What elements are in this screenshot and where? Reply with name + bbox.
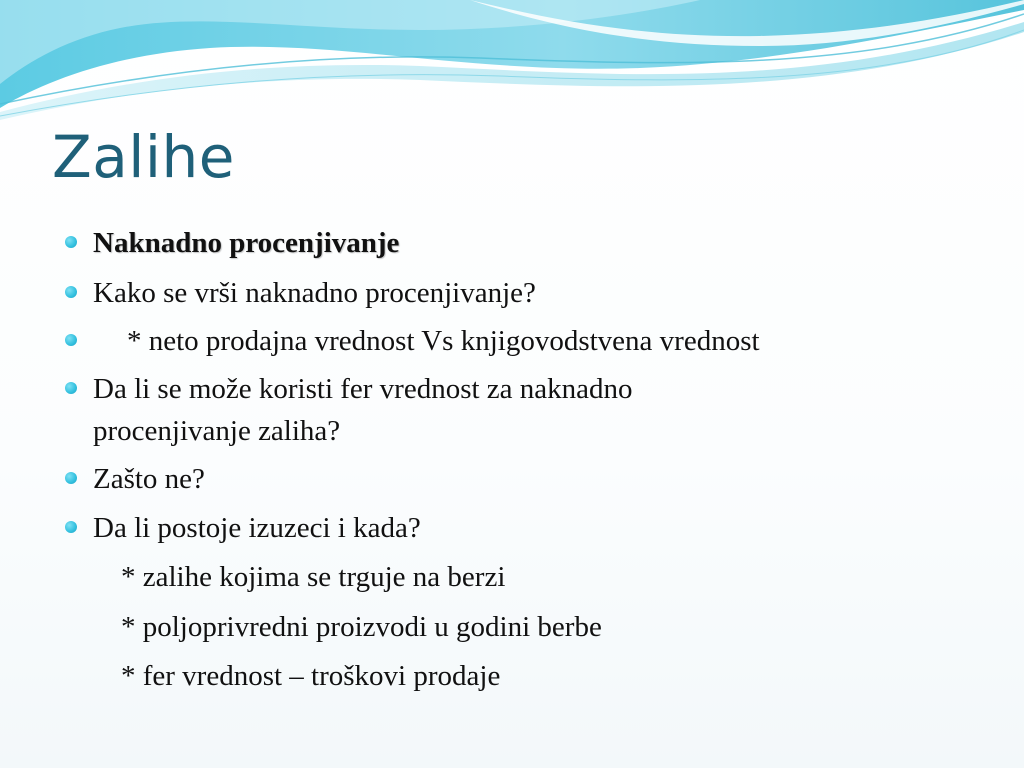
bullet-item [93,222,399,264]
bullet-item [93,368,633,410]
bullet-text: Zašto ne? [93,463,205,495]
bullet-text: procenjivanje zaliha? [93,415,341,447]
bullet-dot-icon [65,236,77,248]
sub-item: * poljoprivredni proizvodi u godini berbe [121,611,602,643]
bullet-text: Naknadno procenjivanje [93,227,400,259]
bullet-text: * neto prodajna vrednost Vs knjigovodstvena vrednost [127,325,760,357]
bullet-text: Da li postoje izuzeci i kada? [93,512,421,544]
slide-title: Zalihe [52,123,235,191]
bullet-item [93,458,205,500]
bullet-dot-icon [65,334,77,346]
sub-item: * fer vrednost – troškovi prodaje [121,660,501,692]
bullet-continuation [93,410,340,452]
bullet-dot-icon [65,521,77,533]
bullet-dot-icon [65,382,77,394]
bullet-dot-icon [65,472,77,484]
sub-item: * zalihe kojima se trguje na berzi [121,561,506,593]
bullet-item [93,320,760,362]
bullet-item [93,507,421,549]
bullet-item [93,272,536,314]
bullet-text: Da li se može koristi fer vrednost za naknadno [93,373,633,405]
bullet-dot-icon [65,286,77,298]
bullet-text: Kako se vrši naknadno procenjivanje? [93,277,536,309]
